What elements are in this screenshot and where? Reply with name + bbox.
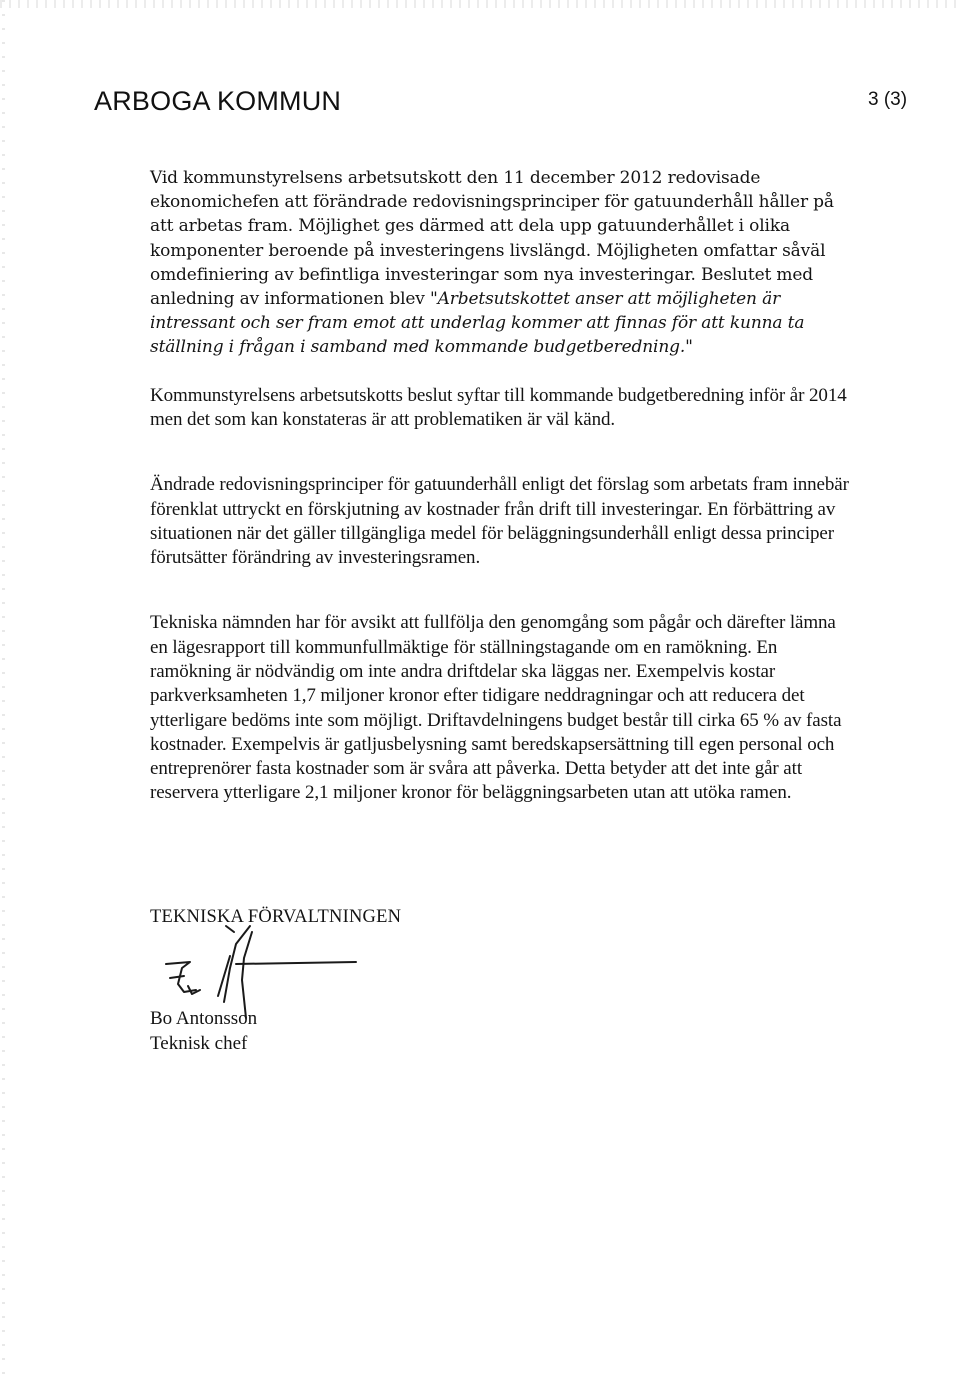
department-name: TEKNISKA FÖRVALTNINGEN (150, 907, 402, 927)
paragraph-3: Ändrade redovisningsprinciper för gatuunderhåll enligt det förslag som arbetats fram innebär förenklat uttryckt en förskjutning av kostnader från drift till investeringar. En förbättring av situationen när det gäller tillgängliga medel för beläggningsunderhåll enligt dessa principer förutsätter förändring av investeringsramen. (150, 474, 849, 569)
signer-name: Bo Antonsson (150, 1008, 258, 1029)
paragraph-2: Kommunstyrelsens arbetsutskotts beslut syftar till kommande budgetberedning inför år 2014 men det som kan konstateras är att problematiken är väl känd. (150, 384, 847, 430)
paragraph-1 (150, 166, 850, 360)
paragraph-1-text: Vid kommunstyrelsens arbetsutskott den 11 december 2012 redovisade ekonomichefen att förändrade redovisningsprinciper för gatuunderhåll håller på att arbetas fram. Möjlighet ges därmed att dela upp gatuunderhållet i olika komponenter beroende på investeringens livslängd. Möjligheten omfattar såväl omdefiniering av befintliga investeringar som nya investeringar. Beslutet med anledning av informationen blev (150, 168, 834, 310)
signer-title: Teknisk chef (150, 1033, 248, 1054)
scan-edge-left (2, 0, 5, 1385)
signer-block (150, 1006, 257, 1056)
organization-name: ARBOGA KOMMUN (94, 86, 342, 116)
paragraph-1-quote: "Arbetsutskottet anser att möjligheten är intressant och ser fram emot att underlag kommer att finnas för att kunna ta ställning i frågan i samband med kommande budgetberedning." (150, 289, 805, 358)
scan-edge-top (0, 0, 960, 8)
page-number: 3 (3) (868, 89, 908, 110)
document-body (150, 166, 850, 806)
paragraph-4: Tekniska nämnden har för avsikt att fullfölja den genomgång som pågår och därefter lämna en lägesrapport till kommunfullmäktige för ställningstagande om en ramökning. En ramökning är nödvändig om inte andra driftdelar ska läggas ner. Exempelvis kostar parkverksamheten 1,7 miljoner kronor efter tidigare neddragningar och att reducera det ytterligare bedöms inte som möjligt. Driftavdelningens budget består till cirka 65 % av fasta kostnader. Exempelvis är gatljusbelysning samt beredskapsersättning till egen personal och entreprenörer fasta kostnader som är svåra att påverka. Detta betyder att det inte går att reservera ytterligare 2,1 miljoner kronor för beläggningsarbeten utan att utöka ramen. (150, 612, 842, 804)
